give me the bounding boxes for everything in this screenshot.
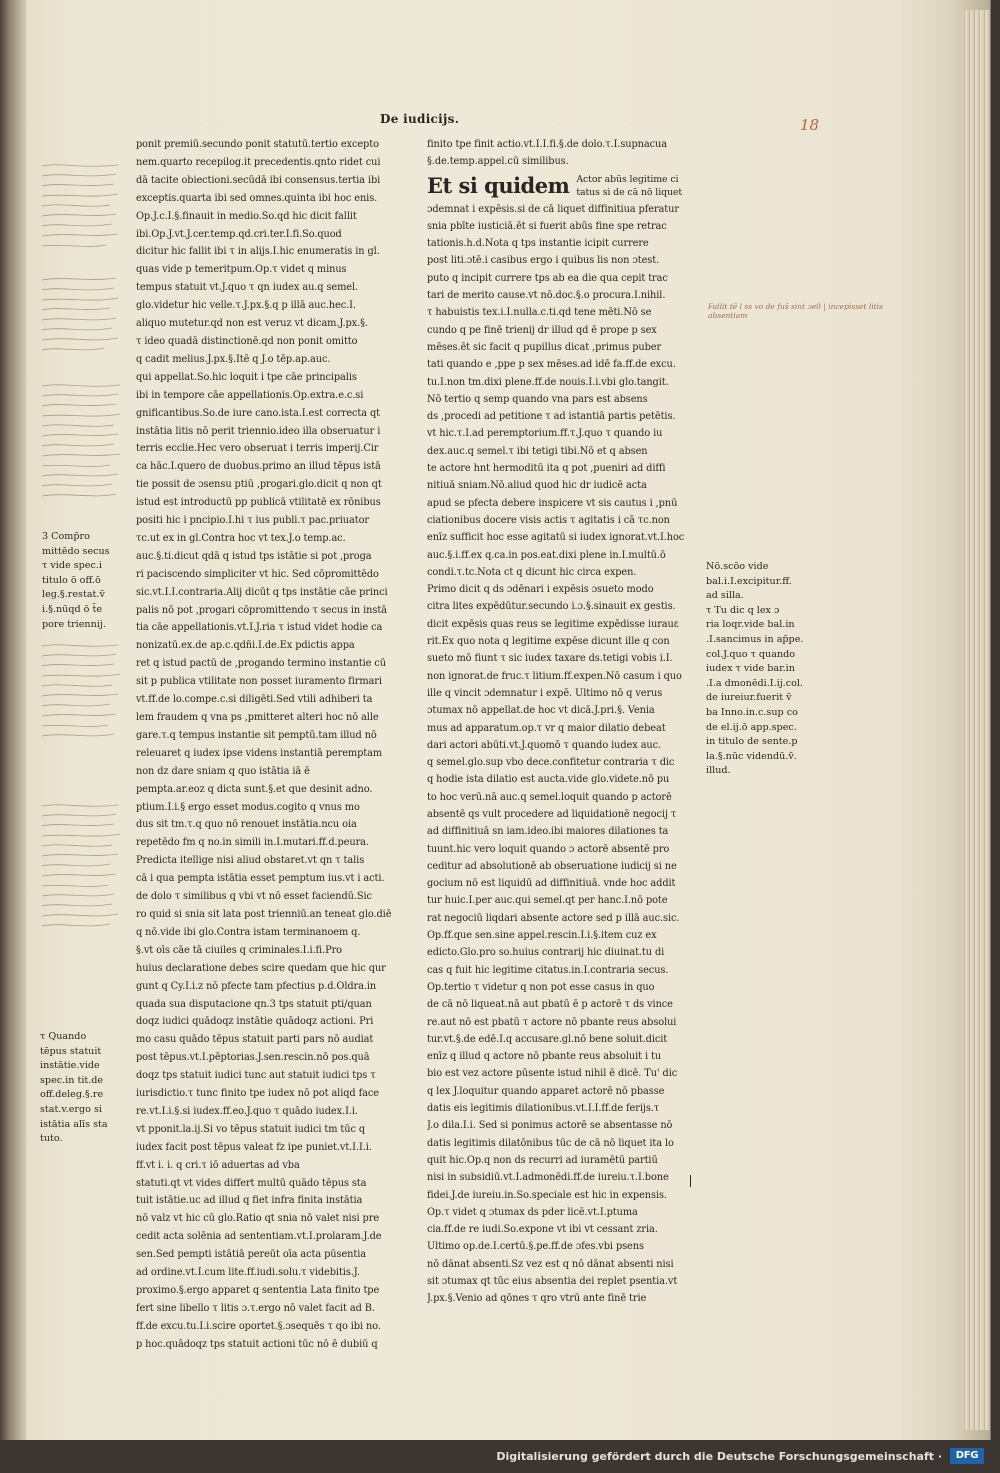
text-line: condi.τ.tc.Nota ct q dicunt hic circa expen.	[427, 566, 637, 578]
binding-gutter	[0, 0, 26, 1440]
text-line: Primo dicit q ds ɔdēnari i expēsis ɔsueto modo	[427, 584, 654, 596]
text-line: Op.J.c.I.§.finauit in medio.So.qd hic dicit fallit	[136, 210, 357, 222]
text-line: tu.I.non tm.dixi plene.ff.de nouis.I.i.vbi glo.tangit.	[427, 376, 669, 388]
text-line: q nō.vide ibi glo.Contra istam terminanoem q.	[136, 926, 361, 938]
text-line: re.aut nō est pbatū τ actore nō pbante reus absolui	[427, 1016, 677, 1028]
text-column-right	[427, 136, 705, 1308]
gloss-line: illud.	[706, 765, 731, 777]
text-line: J.px.§.Venio ad qōnes τ qro vtrū ante finē trie	[427, 1293, 647, 1305]
text-line: puto q incipit currere tps ab ea die qua cepit trac	[427, 272, 668, 284]
text-line: Predicta itellige nisi aliud obstaret.vt qn τ talis	[136, 855, 365, 867]
text-line: iurisdictio.τ tunc finito tpe iudex nō pot aliqd face	[136, 1088, 379, 1100]
gloss-line: leg.§.restat.v̄	[42, 589, 105, 601]
text-line: cā i qua pempta istātia esset pemptum ius.vt i acti.	[136, 873, 385, 885]
text-line: nō valz vt hic cū glo.Ratio qt snia nō valet nisi pre	[136, 1213, 380, 1225]
text-line: mus ad apparatum.op.τ vr q maior dilatio debeat	[427, 722, 666, 734]
text-line: ibi.Op.J.vt.J.cer.temp.qd.cri.ter.I.fi.So.quod	[136, 228, 342, 240]
text-line: q cadit melius.J.px.§.Itē q J.o tēp.ap.auc.	[136, 353, 331, 365]
text-line: ro quid si snia sit lata post trienniū.an teneat glo.diē	[136, 908, 392, 920]
text-line: Actor abūs legitime ci	[576, 173, 679, 185]
text-line: vt.ff.de lo.compe.c.si diligēti.Sed vtili adhiberi ta	[136, 694, 373, 706]
text-line: iudex facit post tēpus valeat fz ipe puniet.vt.I.I.i.	[136, 1141, 372, 1153]
gloss-line: la.§.nūc videndū.v̄.	[706, 750, 797, 762]
gloss-line: i.§.nūqd ō t̄e	[42, 603, 103, 615]
text-line: mēses.ēt sic facit q pupillus dicat ,primus puber	[427, 341, 662, 353]
text-line: quas vide p temeritpum.Op.τ videt q minus	[136, 264, 347, 276]
text-line: gocium nō est liquidū ad diffinitiuā. vnde hoc addit	[427, 878, 676, 890]
lemma-tail	[576, 173, 682, 199]
text-line: ille q vincit ɔdemnatur i expē. Ultimo nō q verus	[427, 687, 663, 699]
text-line: sueto mō fiunt τ sic iudex taxare ds.tetigi vobis i.I.	[427, 653, 673, 665]
gloss-line: de iureiur.fuerit v̄	[706, 692, 792, 704]
text-line: tuit istātie.uc ad illud q fiet infra finita instātia	[136, 1195, 363, 1207]
text-line: dicit expēsis quas reus se legitime expēdisse iurauε	[427, 618, 679, 630]
text-line: glo.videtur hic velle.τ.J.px.§.q p illā auc.hec.I.	[136, 300, 356, 312]
handwritten-annotation	[40, 640, 124, 763]
text-line: ri paciscendo simpliciter vt hic. Sed cōpromittēdo	[136, 568, 379, 580]
text-column-left	[136, 136, 398, 1354]
gloss-line: .I.a dmonēdi.I.ij.col.	[706, 677, 803, 689]
text-line: cedit acta solēnia ad sententiam.vt.I.prolaram.J.de	[136, 1231, 382, 1243]
text-line: post liti.ɔtē.i casibus ergo i quibus lis non ɔtest.	[427, 255, 660, 267]
text-line: ff.de excu.tu.I.i.scire oportet.§.ɔsequēs τ qo ibi no.	[136, 1320, 381, 1332]
text-line: §.de.temp.appel.cū similibus.	[427, 156, 569, 168]
text-line: Op.tertio τ videtur q non pot esse casus in quo	[427, 981, 655, 993]
gloss-line: bal.i.I.excipitur.ff.	[706, 575, 792, 587]
text-line: nō dānat absenti.Sz vez est q nō dānat absenti nisi	[427, 1258, 674, 1270]
text-line: dā tacite obiectioni.secūdā ibi consensus.tertia ibi	[136, 174, 381, 186]
text-line: tatus si de cā nō liquet	[576, 186, 683, 198]
text-line: istud est introductū pp publicā vtilitatē ex rōnibus	[136, 497, 381, 509]
text-line: cundo q pe finē trienij dr illud qd ē prope p sex	[427, 324, 657, 336]
text-line: releuaret q iudex ipse videns instantiā peremptam	[136, 747, 383, 759]
text-line: fidei.J.de iureiu.in.So.speciale est hic in expensis.	[427, 1189, 667, 1201]
gloss-line: de el.ij.ō app.spec.	[706, 721, 797, 733]
text-line: apud se pfecta debere inspicere vt sis cautus i ,pnū	[427, 497, 678, 509]
page-edges	[962, 10, 990, 1430]
text-line: tari de merito cause.vt nō.doc.§.o procura.I.nihil.	[427, 290, 666, 302]
text-line: q hodie ista dilatio est aucta.vide glo.videte.nō pu	[427, 774, 670, 786]
text-line: ɔdemnat i expēsis.si de cā liquet diffinitiua pferatur	[427, 203, 679, 215]
handwriting-scribble	[40, 160, 122, 360]
text-line: cas q fuit hic legitime citatus.in.I.contraria secus.	[427, 964, 669, 976]
text-line: citra lites expēdūtur.secundo i.ɔ.§.sinauit ex gestis.	[427, 601, 676, 613]
text-line: dicitur hic fallit ibi τ in alijs.I.hic enumeratis in gl.	[136, 246, 380, 258]
running-head: De iudicijs.	[380, 112, 460, 126]
text-line: Op.ff.que sen.sine appel.rescin.I.i.§.item cuz ex	[427, 930, 657, 942]
text-line: statuti.qt vt vides differt multū quādo tēpus sta	[136, 1177, 367, 1189]
handwritten-annotation	[40, 800, 124, 953]
text-line: ds ,procedi ad petitione τ ad istantiā partis petētis.	[427, 411, 676, 423]
text-line: lem fraudem q vna ps ,pmitteret alteri hoc nō alle	[136, 712, 379, 723]
text-line: doqz tps statuit iudici tunc aut statuit iudici tps τ	[136, 1070, 376, 1082]
text-line: mo casu quādo tēpus statuit parti pars nō audiat	[136, 1034, 374, 1046]
text-line: cia.ff.de re iudi.So.expone vt ibi vt cessant zria.	[427, 1224, 658, 1236]
text-line: Ultimo op.de.I.certū.§.pe.ff.de ɔfes.vbi psens	[427, 1241, 644, 1253]
gloss-line: stat.v.ergo si	[40, 1103, 102, 1115]
text-line: snia pbīte iusticiā.ēt si fuerit abūs fine spe retrac	[427, 220, 667, 232]
text-line: positi hic i pncipio.I.hi τ ius publi.τ pac.priuator	[136, 515, 369, 527]
text-line: ibi in tempore cāe appellationis.Op.extra.e.c.si	[136, 389, 364, 401]
text-line: ɔtumax nō appellat.de hoc vt dicā.J.pri.§. Venia	[427, 705, 655, 717]
text-line: ad ordine.vt.I.cum lite.ff.iudi.solu.τ videbitis.J.	[136, 1267, 360, 1279]
handwritten-annotation	[40, 160, 122, 363]
text-line: sit ɔtumax qt tūc eius absentia dei replet psentia.vt	[427, 1276, 678, 1287]
commentary-text	[427, 201, 705, 1308]
text-line: dex.auc.q semel.τ ibi tetigi tibi.Nō et q absen	[427, 445, 648, 457]
gloss-line: ba Inno.in.c.sup co	[706, 706, 798, 718]
text-line: edicto.Glo.pro so.huius contrarij hic diuinat.tu di	[427, 947, 665, 959]
text-line: ad diffinitiuā sn iam.ideo.ibi maiores dilationes ta	[427, 826, 669, 838]
text-line: nonizatū.ex.de ap.c.qdñi.I.de.Ex pdictis appa	[136, 640, 355, 652]
column-opening-lines	[427, 136, 705, 171]
gloss-line: 3 Comp̄ro	[42, 531, 90, 542]
text-line: q lex J.loquitur quando apparet actorē nō pbasse	[427, 1085, 665, 1097]
gloss-line: τ Tu dic q lex ɔ	[706, 604, 780, 616]
text-line: enīz sufficit hoc esse agitatū si iudex ignorat.vt.I.hoc	[427, 532, 685, 544]
column-end-mark	[690, 1175, 691, 1187]
text-line: non ignorat.de fruc.τ litium.ff.expen.Nō casum i quo	[427, 670, 682, 682]
gloss-line: istātia alīs sta	[40, 1118, 108, 1130]
text-line: vt pponit.la.ij.Si vo tēpus statuit iudici tm tūc q	[136, 1123, 366, 1135]
text-line: gunt q Cy.I.i.z nō pfecte tam pfectius p.d.Oldra.in	[136, 980, 377, 992]
text-line: doqz iudici quādoqz instātie quādoqz actioni. Pri	[136, 1016, 374, 1028]
text-line: ca hāc.I.quero de duobus.primo an illud tēpus istā	[136, 461, 381, 473]
gloss-line: Nō.scōo vide	[706, 561, 769, 572]
text-line: enīz q illud q actore nō pbante reus absoluit i tu	[427, 1051, 662, 1063]
text-line: q semel.glo.sup vbo dece.confitetur contraria τ dic	[427, 757, 675, 769]
text-line: tationis.h.d.Nota q tps instantie icipit currere	[427, 238, 649, 250]
text-line: rit.Ex quo nota q legitime expēse dicunt ille q con	[427, 636, 670, 648]
gloss-line: iudex τ vide bar.in	[706, 663, 795, 675]
gloss-line: col.J.quo τ quando	[706, 648, 796, 660]
text-line: to hoc verū.nā auc.q semel.loquit quando p actorē	[427, 791, 672, 803]
folio-number: 18	[800, 116, 820, 134]
text-line: datis legitimis dilatōnibus tūc de cā nō liquet ita lo	[427, 1137, 674, 1149]
lemma-block	[427, 173, 705, 199]
gloss-line: ad silla.	[706, 590, 744, 602]
gloss-line: τ Quando	[40, 1031, 87, 1042]
text-line: tia cāe appellationis.vt.I.J.ria τ istud videt hodie ca	[136, 622, 383, 634]
dfg-logo: DFG	[950, 1448, 984, 1464]
gloss-line: tuto.	[40, 1133, 63, 1145]
text-line: sic.vt.I.I.contraria.Alij dicūt q tps instātie cāe princi	[136, 586, 388, 598]
gloss-line: instātie.vide	[40, 1060, 100, 1072]
gloss-line: off.deleg.§.re	[40, 1089, 104, 1101]
text-line: palis nō pot ,progari cōpromittendo τ secus in instā	[136, 604, 387, 616]
lemma-heading: Et si quidem	[427, 172, 570, 198]
text-line: ciationibus docere visis actis τ agitatis i cā τc.non	[427, 514, 670, 526]
funding-notice: Digitalisierung gefördert durch die Deutsche Forschungsgemeinschaft ·	[496, 1450, 942, 1463]
text-line: de dolo τ similibus q vbi vt nō esset faciendū.Sic	[136, 891, 372, 903]
text-line: ceditur ad absolutionē ab obseruatione iudicij si ne	[427, 860, 677, 872]
handwriting-scribble	[40, 640, 124, 760]
text-line: gare.τ.q tempus instantie sit pemptū.tam illud nō	[136, 729, 377, 741]
text-line: proximo.§.ergo apparet q sententia Lata finito tpe	[136, 1285, 380, 1296]
text-line: dus sit tm.τ.q quo nō renouet instātia.ncu oia	[136, 819, 357, 831]
text-line: ptium.I.i.§ ergo esset modus.cogito q vnus mo	[136, 801, 360, 813]
marginal-gloss-left	[42, 530, 120, 632]
text-line: repetēdo fm q no.in simili in.I.mutari.ff.d.peura.	[136, 837, 369, 849]
text-line: quit hic.Op.q non ds recurri ad iuramētū partiū	[427, 1154, 658, 1166]
text-line: rat negociū liqdari absente actore sed p illā auc.sic.	[427, 912, 680, 924]
gloss-line: titulo ō off.ō	[42, 574, 101, 586]
handwriting-scribble	[40, 800, 124, 950]
text-line: sen.Sed pempti istātiā pereūt oīa acta pūsentia	[136, 1249, 366, 1261]
gloss-line: .I.sancimus in ap̄pe.	[706, 633, 804, 645]
text-line: non dz dare sniam q quo istātia iā ē	[136, 765, 310, 777]
gloss-line: mittēdo secus	[42, 545, 110, 557]
gloss-line: spec.in tit.de	[40, 1074, 104, 1086]
text-line: p hoc.quādoqz tps statuit actioni tūc nō ē dubiū q	[136, 1338, 378, 1350]
text-line: sit p publica vtilitate non posset iuramento firmari	[136, 676, 382, 688]
text-line: pempta.ar.eoz q dicta sunt.§.et que desinit adno.	[136, 783, 373, 795]
text-line: instātia litis nō perit triennio.ideo illa obseruatur i	[136, 425, 381, 437]
text-line: bio est vez actore pūsente istud nihil ē dicē. Tu' dic	[427, 1068, 678, 1080]
text-line: de cā nō liqueat.nā aut pbatū ē p actorē τ ds vince	[427, 999, 673, 1011]
marginal-gloss-left	[40, 1030, 128, 1147]
text-line: tempus statuit vt.J.quo τ qn iudex au.q semel.	[136, 282, 359, 294]
text-line: ret q istud pactū de ,progando termino instantie cū	[136, 658, 386, 670]
text-line: τ habuistis tex.i.I.nulla.c.ti.qd tene mēti.Nō se	[427, 307, 652, 319]
text-line: tur.vt.§.de edē.I.q accusare.gl.nō bene soluit.dicit	[427, 1033, 668, 1045]
gloss-line: in titulo de sente.p	[706, 736, 798, 748]
text-line: J.o dila.I.i. Sed si ponimus actorē se absentasse nō	[427, 1120, 673, 1132]
text-line: exceptis.quarta ibi sed omnes.quinta ibi hoc enis.	[136, 192, 378, 204]
text-line: §.vt oīs cāe tā ciuiles q criminales.I.i.fi.Pro	[136, 944, 342, 956]
text-line: τ ideo quadā distinctionē.qd non ponit omitto	[136, 335, 358, 347]
text-line: nitiuā sniam.Nō.aliud quod hic dr iudicē acta	[427, 480, 647, 492]
text-line: datis eis legitimis dilationibus.vt.I.I.ff.de ferijs.τ	[427, 1103, 660, 1115]
footer-bar	[0, 1440, 1000, 1473]
text-line: dari actori abūti.vt.J.quomō τ quando iudex auc.	[427, 739, 662, 751]
text-line: huius declaratione debes scire quedam que hic qur	[136, 962, 386, 974]
text-line: τc.ut ex in gl.Contra hoc vt tex.J.o temp.ac.	[136, 532, 346, 544]
gloss-line: ria loqr.vide bal.in	[706, 619, 795, 631]
handwritten-annotation	[40, 380, 124, 523]
text-line: auc.§.ti.dicut qdā q istud tps istātie si pot ,proga	[136, 550, 372, 562]
text-line: post tēpus.vt.I.pēptorias.J.sen.rescin.nō pos.quā	[136, 1052, 370, 1064]
handwritten-margin-note: Fallit tē l ss vo de fus̄ sint ɔe0 | incepisset litis absentiam	[708, 302, 883, 320]
gloss-line: τ vide spec.i	[42, 560, 102, 572]
text-line: aliquo mutetur.qd non est veruz vt dicam.J.px.§.	[136, 318, 368, 330]
text-line: absentē qs vult procedere ad liquidationē negocij τ	[427, 808, 677, 820]
text-line: qui appellat.So.hic loquit i tpe cāe principalis	[136, 371, 357, 383]
text-line: ponit premiū.secundo ponit statutū.tertio excepto	[136, 139, 379, 150]
text-line: tur huic.I.per auc.qui semel.qt per hanc.I.nō pote	[427, 895, 668, 907]
text-line: fert sine libello τ litis ɔ.τ.ergo nō valet facit ad B.	[136, 1302, 375, 1314]
text-line: re.vt.I.i.§.si iudex.ff.eo.J.quo τ quādo iudex.I.i.	[136, 1105, 358, 1117]
handwriting-scribble	[40, 380, 124, 520]
text-line: nem.quarto recepilog.it precedentis.qnto ridet cui	[136, 156, 381, 168]
text-line: nisi in subsidiū.vt.I.admonēdi.ff.de iureiu.τ.I.bone	[427, 1172, 669, 1184]
text-line: auc.§.i.ff.ex q.ca.in pos.eat.dixi plene in.I.multū.ō	[427, 549, 666, 561]
text-line: tie possit de ɔsensu ptiū ,progari.glo.dicit q non qt	[136, 479, 382, 491]
text-line: Op.τ videt q ɔtumax ds pder licē.vt.I.ptuma	[427, 1206, 638, 1218]
text-line: tati quando e ,ppe p sex mēses.ad idē fa.ff.de excu.	[427, 359, 676, 371]
marginal-gloss-right	[706, 560, 810, 779]
text-line: tuunt.hic vero loquit quando ɔ actorē absentē pro	[427, 843, 670, 855]
text-line: gnificantibus.So.de iure cano.ista.I.est correcta qt	[136, 407, 381, 419]
text-line: te actore hnt hermoditū ita q pot ,pueniri ad diffi	[427, 463, 666, 475]
text-line: Nō tertio q semp quando vna pars est absens	[427, 393, 648, 405]
text-line: ff.vt i. i. q cri.τ iō aduertas ad vba	[136, 1159, 300, 1171]
text-line: vt hic.τ.I.ad peremptorium.ff.τ.J.quo τ quando iu	[427, 428, 663, 440]
gloss-line: pore triennij.	[42, 618, 106, 630]
text-line: finito tpe finit actio.vt.I.I.fi.§.de dolo.τ.I.supnacua	[427, 139, 667, 150]
text-line: terris ecclie.Hec vero obseruat i terris imperij.Cir	[136, 443, 379, 455]
text-line: quada sua disputacione qn.3 tps statuit pti/quan	[136, 998, 372, 1010]
gloss-line: tēpus statuit	[40, 1045, 102, 1057]
